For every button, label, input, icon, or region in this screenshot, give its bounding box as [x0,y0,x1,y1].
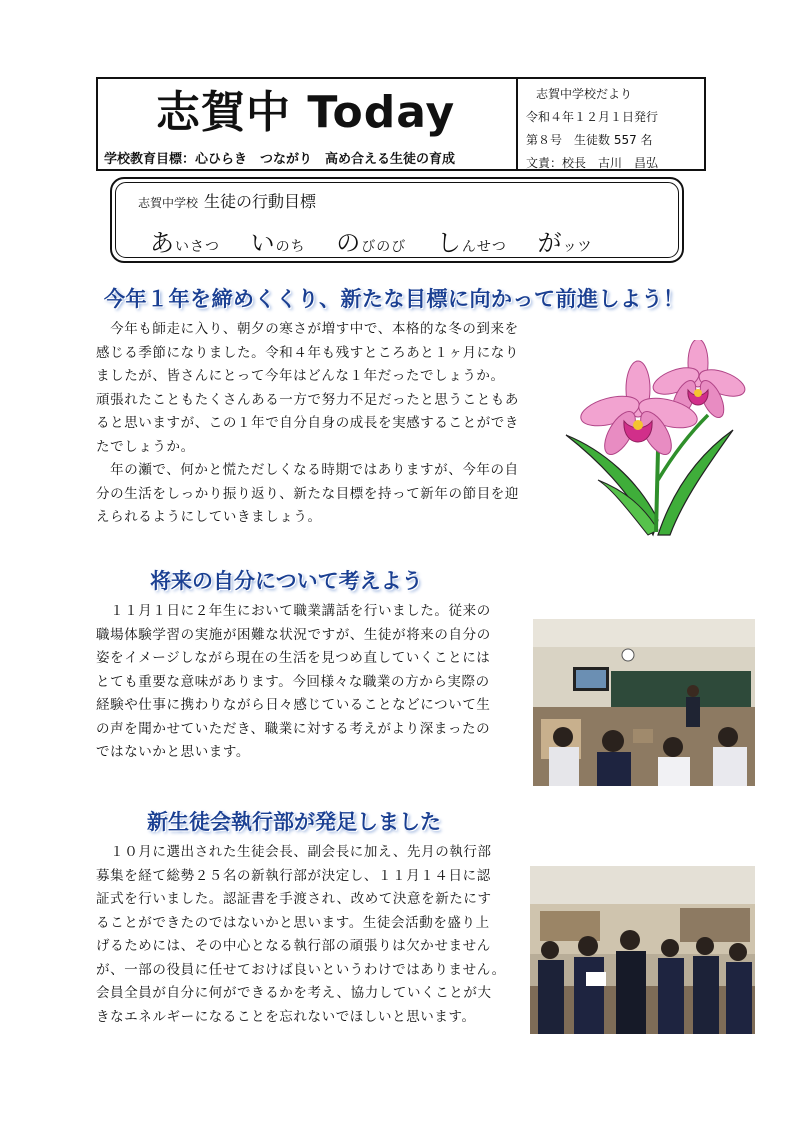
motto-rest: のち [275,239,306,255]
motto-rest: いさつ [175,239,220,255]
motto-rest: んせつ [461,239,507,255]
body-line: 今年も師走に入り、朝夕の寒さが増す中で、本格的な冬の到来を [96,321,519,337]
body-line: ましたが、皆さんにとって今年はどんな１年だったでしょうか。 [96,368,505,384]
issue-info-line: 第８号 生徒数 557 名 [526,133,653,147]
body-line: 分の生活をしっかり振り返り、新たな目標を持って新年の節目を迎 [96,485,519,502]
body-line: 頑張れたこともたくさんある一方で努力不足だったと思うこともあ [96,391,519,408]
motto-word [437,229,507,257]
section-body [96,600,526,765]
body-line: 募集を経て総勢２５名の新執行部が決定し、１１月１４日に認 [96,867,491,884]
body-line: １１月１日に２年生において職業講話を行いました。従来の [96,603,491,619]
motto-word [336,229,406,257]
body-line: 証式を行いました。認証書を手渡され、改めて決意を新たにす [96,891,492,907]
section-body [96,318,551,530]
section-heading: 将来の自分について考えよう [150,569,423,593]
body-line: げるためには、その中心となる執行部の頑張りは欠かせません [96,938,491,954]
body-line: 経験や仕事に携わりながら日々感じていることなどについて生 [96,697,491,713]
motto-box [110,177,684,263]
body-line: 職場体験学習の実施が困難な状況ですが、生徒が将来の自分の [96,626,491,643]
body-line: １０月に選出された生徒会長、副会長に加え、先月の執行部 [96,844,492,860]
motto-words [150,223,593,258]
issue-info [526,83,658,175]
body-line: えられるようにしていきましょう。 [96,509,322,525]
motto-label-title: 生徒の行動目標 [204,192,317,211]
motto-label-school: 志賀中学校 [138,196,199,210]
motto-label [138,189,316,212]
student-council-ceremony-photo [530,866,755,1034]
body-line: 姿をイメージしながら現在の生活を見つめ直していくことには [96,650,491,666]
classroom-career-talk-photo [533,619,755,786]
motto-rest: ッツ [562,239,593,255]
body-line: ると思いますが、この１年で自分自身の成長を実感することができ [96,415,519,431]
body-line: たでしょうか。 [96,438,195,455]
motto-initial: い [250,229,276,257]
body-line: ることができたのではないかと思います。生徒会活動を盛り上 [96,914,490,931]
motto-word [150,229,220,257]
issue-info-line: 志賀中学校だより [536,87,633,101]
motto-initial: が [537,229,563,257]
body-line: とても重要な意味があります。今回様々な職業の方から実際の [96,673,490,690]
body-line: 会員全員が自分に何ができるかを考え、協力していくことが大 [96,985,492,1001]
body-line: ではないかと思います。 [96,744,251,760]
body-line: 感じる季節になりました。令和４年も残すところあと１ヶ月になり [96,344,519,361]
motto-initial: あ [150,229,175,257]
issue-info-line: 文責：校長 古川 昌弘 [526,156,659,170]
motto-word [538,229,593,257]
body-line: が、一部の役員に任せておけば良いというわけではありません。 [96,961,506,978]
section-heading: 今年１年を締めくくり、新たな目標に向かって前進しよう！ [104,287,685,311]
motto-initial: し [436,229,462,257]
header-divider [516,79,518,169]
motto-initial: の [336,229,362,257]
section-heading: 新生徒会執行部が発足しました [147,810,441,834]
newsletter-header [96,77,706,171]
newsletter-title: 志賀中 Today [156,87,456,138]
motto-word [251,229,306,257]
issue-info-line: 令和４年１２月１日発行 [526,110,659,124]
orchid-illustration [558,340,754,540]
body-line: 年の瀬で、何かと慌ただしくなる時期ではありますが、今年の自 [96,462,519,478]
section-body [96,841,536,1029]
motto-rest: びのび [361,239,407,255]
school-goal: 学校教育目標：心ひらき つながり 高め合える生徒の育成 [104,152,456,167]
body-line: の声を聞かせていただき、職業に対する考えがより深まったの [96,720,491,737]
body-line: きなエネルギーになることを忘れないでほしいと思います。 [96,1008,476,1025]
